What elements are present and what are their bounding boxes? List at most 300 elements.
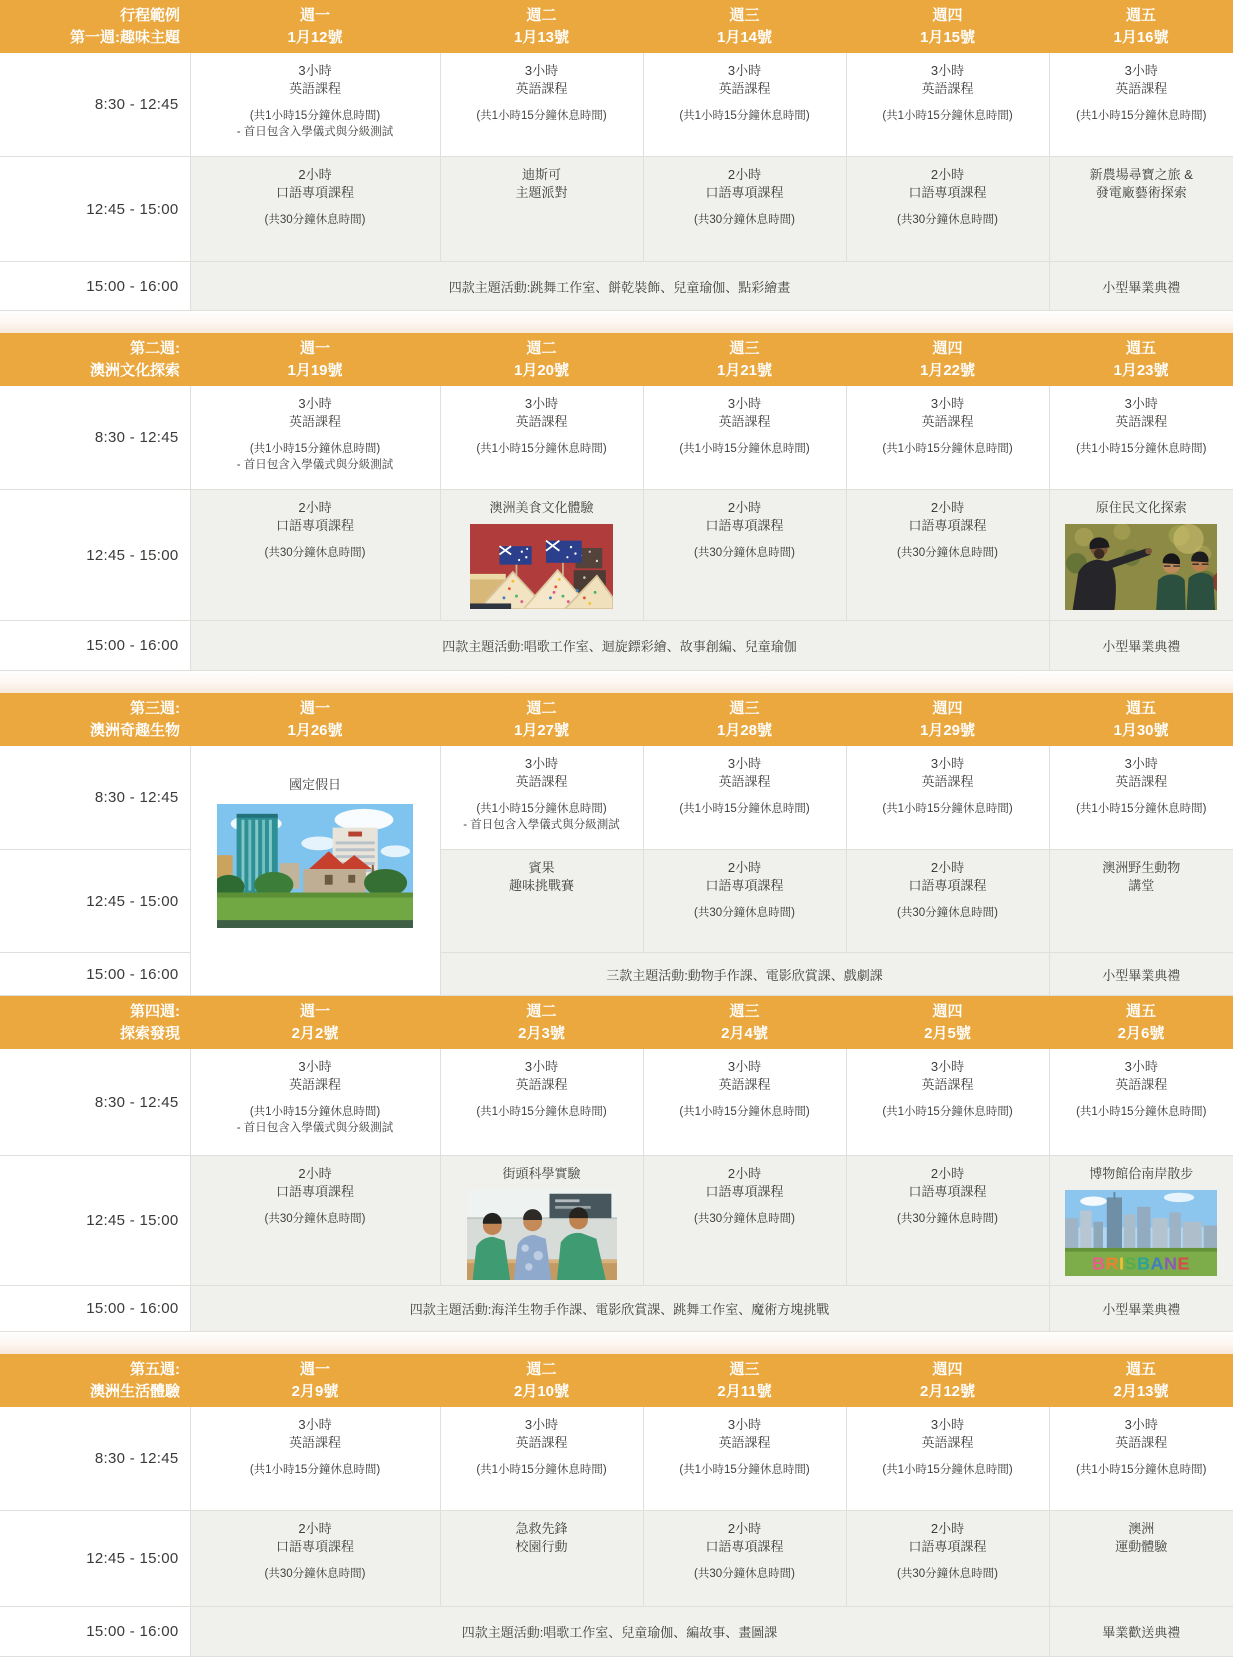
session-line: 2小時 [644, 166, 846, 184]
day-header [1049, 693, 1233, 746]
session-note: - 首日包含入學儀式與分級測試 [441, 818, 643, 834]
session-cell [1049, 746, 1233, 850]
themed-activities-cell: 四款主題活動:跳舞工作室、餅乾裝飾、兒童瑜伽、點彩繪畫 [190, 262, 1049, 311]
day-header [846, 0, 1049, 53]
session-line: 3小時 [644, 755, 846, 773]
late-activities-row [0, 621, 1233, 671]
session-line: 口語專項課程 [847, 184, 1049, 202]
day-header [440, 0, 643, 53]
session-note: (共1小時15分鐘休息時間) [191, 1105, 440, 1121]
session-cell [440, 386, 643, 490]
day-date: 2月11號 [643, 1381, 846, 1403]
session-note: (共1小時15分鐘休息時間) [441, 802, 643, 818]
session-line: 賓果 [441, 859, 643, 877]
week-schedule-table [0, 0, 1233, 311]
session-line: 英語課程 [644, 1434, 846, 1452]
session-line: 英語課程 [1050, 1076, 1233, 1094]
session-line: 講堂 [1050, 877, 1233, 895]
session-line: 原住民文化探索 [1050, 499, 1233, 517]
session-cell [846, 490, 1049, 621]
week-caption-line: 探索發現 [0, 1023, 180, 1045]
day-header [440, 1354, 643, 1407]
session-line: 3小時 [847, 1416, 1049, 1434]
day-header [190, 1354, 440, 1407]
time-slot-label: 15:00 - 16:00 [0, 1607, 190, 1657]
day-of-week: 週三 [643, 338, 846, 360]
day-of-week: 週二 [440, 1359, 643, 1381]
brisbane-holiday-image [217, 804, 413, 928]
session-cell [190, 157, 440, 262]
session-line: 新農場尋寶之旅 & [1050, 166, 1233, 184]
time-slot-label: 12:45 - 15:00 [0, 850, 190, 953]
session-cell [440, 850, 643, 953]
day-date: 2月9號 [190, 1381, 440, 1403]
day-of-week: 週一 [190, 1359, 440, 1381]
session-line: 英語課程 [441, 80, 643, 98]
time-slot-label: 12:45 - 15:00 [0, 1511, 190, 1607]
day-header [1049, 996, 1233, 1049]
day-date: 2月5號 [846, 1023, 1049, 1045]
session-cell [1049, 1156, 1233, 1286]
session-line: 英語課程 [191, 80, 440, 98]
week-caption-line: 澳洲生活體驗 [0, 1381, 180, 1403]
public-holiday-cell [190, 746, 440, 996]
friday-ceremony-cell: 小型畢業典禮 [1049, 621, 1233, 671]
day-date: 1月20號 [440, 360, 643, 382]
session-cell [1049, 386, 1233, 490]
session-line: 3小時 [441, 1416, 643, 1434]
session-note: (共30分鐘休息時間) [191, 1567, 440, 1583]
day-of-week: 週五 [1049, 698, 1233, 720]
time-slot-label: 15:00 - 16:00 [0, 262, 190, 311]
session-line: 英語課程 [441, 1076, 643, 1094]
session-line: 3小時 [847, 1058, 1049, 1076]
session-line: 2小時 [847, 1165, 1049, 1183]
session-line: 英語課程 [1050, 1434, 1233, 1452]
day-header [1049, 0, 1233, 53]
day-header [190, 996, 440, 1049]
session-line: 澳洲 [1050, 1520, 1233, 1538]
session-line: 2小時 [644, 499, 846, 517]
session-cell [1049, 1511, 1233, 1607]
week-separator [0, 311, 1233, 333]
session-line: 英語課程 [644, 773, 846, 791]
afternoon-row [0, 157, 1233, 262]
session-line: 英語課程 [847, 413, 1049, 431]
day-date: 1月13號 [440, 27, 643, 49]
day-date: 1月12號 [190, 27, 440, 49]
session-note: (共1小時15分鐘休息時間) [441, 1105, 643, 1121]
session-cell [440, 746, 643, 850]
day-header [1049, 1354, 1233, 1407]
session-note: (共1小時15分鐘休息時間) [644, 1463, 846, 1479]
week-schedule-table [0, 693, 1233, 996]
session-line: 3小時 [191, 395, 440, 413]
session-line: 3小時 [644, 62, 846, 80]
afternoon-row [0, 490, 1233, 621]
session-cell [1049, 1049, 1233, 1156]
session-line: 澳洲美食文化體驗 [441, 499, 643, 517]
day-header [190, 0, 440, 53]
friday-ceremony-cell: 小型畢業典禮 [1049, 1286, 1233, 1332]
fairy-bread-image [470, 524, 613, 609]
session-line: 2小時 [644, 859, 846, 877]
session-note: (共30分鐘休息時間) [644, 1212, 846, 1228]
session-cell [190, 1511, 440, 1607]
day-date: 1月14號 [643, 27, 846, 49]
session-cell [1049, 490, 1233, 621]
session-line: 英語課程 [191, 1076, 440, 1094]
session-note: (共1小時15分鐘休息時間) [1050, 802, 1233, 818]
week-caption-line: 澳洲奇趣生物 [0, 720, 180, 742]
day-date: 2月12號 [846, 1381, 1049, 1403]
session-note: (共1小時15分鐘休息時間) [847, 442, 1049, 458]
day-header [643, 693, 846, 746]
session-line: 3小時 [1050, 395, 1233, 413]
themed-activities-cell: 三款主題活動:動物手作課、電影欣賞課、戲劇課 [440, 953, 1049, 996]
time-slot-label: 15:00 - 16:00 [0, 953, 190, 996]
session-line: 英語課程 [441, 413, 643, 431]
day-date: 2月6號 [1049, 1023, 1233, 1045]
session-line: 3小時 [644, 395, 846, 413]
late-activities-row [0, 262, 1233, 311]
session-cell [643, 1049, 846, 1156]
session-line: 英語課程 [644, 1076, 846, 1094]
session-note: (共30分鐘休息時間) [847, 213, 1049, 229]
session-line: 英語課程 [847, 773, 1049, 791]
week-body [0, 53, 1233, 311]
week-header-row [0, 333, 1233, 386]
time-slot-label: 8:30 - 12:45 [0, 746, 190, 850]
session-note: (共1小時15分鐘休息時間) [847, 802, 1049, 818]
day-date: 1月30號 [1049, 720, 1233, 742]
session-line: 英語課程 [847, 80, 1049, 98]
session-line: 英語課程 [191, 1434, 440, 1452]
week-header [0, 0, 1233, 53]
day-date: 1月28號 [643, 720, 846, 742]
session-note: (共30分鐘休息時間) [847, 546, 1049, 562]
day-header [846, 1354, 1049, 1407]
day-header [1049, 333, 1233, 386]
day-date: 1月21號 [643, 360, 846, 382]
late-activities-row [0, 1607, 1233, 1657]
week-caption-line: 第二週: [0, 338, 180, 360]
session-line: 3小時 [1050, 1416, 1233, 1434]
session-note: (共30分鐘休息時間) [644, 906, 846, 922]
day-date: 1月27號 [440, 720, 643, 742]
session-cell [440, 157, 643, 262]
day-date: 2月10號 [440, 1381, 643, 1403]
morning-row [0, 1049, 1233, 1156]
day-of-week: 週五 [1049, 1359, 1233, 1381]
session-line: 2小時 [191, 166, 440, 184]
day-of-week: 週一 [190, 1001, 440, 1023]
day-header [643, 0, 846, 53]
week-separator [0, 671, 1233, 693]
session-cell [846, 157, 1049, 262]
day-header [643, 996, 846, 1049]
session-line: 英語課程 [1050, 413, 1233, 431]
session-note: (共30分鐘休息時間) [847, 1567, 1049, 1583]
afternoon-row [0, 850, 1233, 953]
session-note: (共1小時15分鐘休息時間) [1050, 109, 1233, 125]
week-header-row [0, 996, 1233, 1049]
session-cell [440, 1049, 643, 1156]
morning-row [0, 53, 1233, 157]
time-slot-label: 12:45 - 15:00 [0, 490, 190, 621]
day-header [440, 693, 643, 746]
session-cell [643, 746, 846, 850]
week-caption-line: 澳洲文化探索 [0, 360, 180, 382]
session-line: 3小時 [1050, 755, 1233, 773]
week-body [0, 386, 1233, 671]
session-line: 口語專項課程 [191, 1538, 440, 1556]
day-header [643, 1354, 846, 1407]
session-note: (共1小時15分鐘休息時間) [847, 109, 1049, 125]
session-cell [440, 53, 643, 157]
session-line: 口語專項課程 [847, 1538, 1049, 1556]
session-line: 英語課程 [644, 413, 846, 431]
time-slot-label: 15:00 - 16:00 [0, 621, 190, 671]
session-note: - 首日包含入學儀式與分級測試 [191, 458, 440, 474]
week-caption [0, 0, 190, 53]
time-slot-label: 15:00 - 16:00 [0, 1286, 190, 1332]
time-slot-label: 8:30 - 12:45 [0, 386, 190, 490]
week-header [0, 333, 1233, 386]
svg-text:BRISBANE: BRISBANE [1092, 1254, 1190, 1274]
session-line: 英語課程 [1050, 80, 1233, 98]
afternoon-row [0, 1156, 1233, 1286]
week-separator [0, 1332, 1233, 1354]
brisbane-sign-image [1065, 1190, 1217, 1276]
session-line: 英語課程 [644, 80, 846, 98]
day-of-week: 週三 [643, 1359, 846, 1381]
session-line: 3小時 [1050, 62, 1233, 80]
street-science-image [467, 1190, 617, 1280]
session-line: 3小時 [644, 1416, 846, 1434]
session-note: (共1小時15分鐘休息時間) [441, 109, 643, 125]
session-cell [190, 53, 440, 157]
session-line: 2小時 [847, 166, 1049, 184]
day-of-week: 週五 [1049, 5, 1233, 27]
session-note: (共1小時15分鐘休息時間) [644, 442, 846, 458]
time-slot-label: 8:30 - 12:45 [0, 53, 190, 157]
session-line: 發電廠藝術探索 [1050, 184, 1233, 202]
day-header [190, 693, 440, 746]
session-cell [190, 1156, 440, 1286]
week-schedule-table [0, 333, 1233, 671]
time-slot-label: 8:30 - 12:45 [0, 1049, 190, 1156]
session-line: 迪斯可 [441, 166, 643, 184]
session-note: (共1小時15分鐘休息時間) [191, 109, 440, 125]
session-line: 校園行動 [441, 1538, 643, 1556]
session-line: 口語專項課程 [847, 1183, 1049, 1201]
session-note: (共30分鐘休息時間) [191, 546, 440, 562]
session-line: 口語專項課程 [847, 517, 1049, 535]
day-of-week: 週四 [846, 5, 1049, 27]
late-activities-row [0, 1286, 1233, 1332]
session-line: 急救先鋒 [441, 1520, 643, 1538]
session-line: 2小時 [644, 1520, 846, 1538]
week-header [0, 1354, 1233, 1407]
week-2-schedule [0, 333, 1233, 671]
week-body [0, 1407, 1233, 1657]
session-line: 口語專項課程 [191, 517, 440, 535]
session-line: 口語專項課程 [644, 517, 846, 535]
week-header-row [0, 0, 1233, 53]
session-line: 口語專項課程 [644, 1183, 846, 1201]
week-caption-line: 第四週: [0, 1001, 180, 1023]
morning-row [0, 746, 1233, 850]
session-cell [190, 490, 440, 621]
day-date: 1月19號 [190, 360, 440, 382]
session-note: (共1小時15分鐘休息時間) [644, 1105, 846, 1121]
session-line: 澳洲野生動物 [1050, 859, 1233, 877]
week-caption [0, 1354, 190, 1407]
session-line: 口語專項課程 [847, 877, 1049, 895]
session-line: 3小時 [441, 755, 643, 773]
session-cell [190, 386, 440, 490]
afternoon-row [0, 1511, 1233, 1607]
day-header [440, 996, 643, 1049]
session-cell [1049, 157, 1233, 262]
day-of-week: 週四 [846, 338, 1049, 360]
session-line: 口語專項課程 [191, 1183, 440, 1201]
week-header [0, 996, 1233, 1049]
themed-activities-cell: 四款主題活動:海洋生物手作課、電影欣賞課、跳舞工作室、魔術方塊挑戰 [190, 1286, 1049, 1332]
session-note: (共1小時15分鐘休息時間) [644, 109, 846, 125]
session-line: 3小時 [847, 395, 1049, 413]
week-body [0, 1049, 1233, 1332]
session-note: (共30分鐘休息時間) [191, 1212, 440, 1228]
session-note: (共30分鐘休息時間) [644, 546, 846, 562]
session-line: 3小時 [191, 1416, 440, 1434]
session-cell [643, 490, 846, 621]
session-cell [643, 386, 846, 490]
session-line: 3小時 [441, 395, 643, 413]
week-header [0, 693, 1233, 746]
day-of-week: 週四 [846, 1359, 1049, 1381]
session-line: 口語專項課程 [644, 1538, 846, 1556]
day-date: 1月15號 [846, 27, 1049, 49]
session-line: 3小時 [847, 62, 1049, 80]
session-note: (共1小時15分鐘休息時間) [191, 1463, 440, 1479]
time-slot-label: 12:45 - 15:00 [0, 157, 190, 262]
session-note: (共30分鐘休息時間) [847, 906, 1049, 922]
session-cell [846, 1156, 1049, 1286]
session-note: (共1小時15分鐘休息時間) [441, 442, 643, 458]
session-line: 2小時 [847, 1520, 1049, 1538]
week-schedule-table [0, 996, 1233, 1332]
day-date: 1月23號 [1049, 360, 1233, 382]
session-line: 口語專項課程 [644, 877, 846, 895]
week-caption [0, 996, 190, 1049]
session-cell [846, 850, 1049, 953]
session-cell [643, 1511, 846, 1607]
day-date: 1月29號 [846, 720, 1049, 742]
session-line: 3小時 [191, 62, 440, 80]
session-cell [643, 1156, 846, 1286]
session-note: (共1小時15分鐘休息時間) [191, 442, 440, 458]
late-activities-row [0, 953, 1233, 996]
day-date: 1月26號 [190, 720, 440, 742]
week-caption-line: 第五週: [0, 1359, 180, 1381]
day-date: 2月2號 [190, 1023, 440, 1045]
day-header [846, 693, 1049, 746]
session-line: 主題派對 [441, 184, 643, 202]
session-cell [643, 850, 846, 953]
session-note: (共1小時15分鐘休息時間) [1050, 1463, 1233, 1479]
day-of-week: 週一 [190, 338, 440, 360]
session-line: 博物館佮南岸散步 [1050, 1165, 1233, 1183]
session-line: 2小時 [191, 1165, 440, 1183]
day-date: 2月13號 [1049, 1381, 1233, 1403]
day-of-week: 週二 [440, 698, 643, 720]
session-line: 3小時 [1050, 1058, 1233, 1076]
day-header [846, 996, 1049, 1049]
session-line: 運動體驗 [1050, 1538, 1233, 1556]
session-line: 3小時 [847, 755, 1049, 773]
morning-row [0, 386, 1233, 490]
session-line: 英語課程 [847, 1434, 1049, 1452]
week-header-row [0, 693, 1233, 746]
session-note: - 首日包含入學儀式與分級測試 [191, 1121, 440, 1137]
week-caption-line: 第一週:趣味主題 [0, 27, 180, 49]
session-cell [643, 53, 846, 157]
week-1-schedule [0, 0, 1233, 311]
session-note: (共1小時15分鐘休息時間) [847, 1105, 1049, 1121]
day-of-week: 週三 [643, 698, 846, 720]
session-line: 英語課程 [191, 413, 440, 431]
friday-ceremony-cell: 小型畢業典禮 [1049, 262, 1233, 311]
session-line: 3小時 [441, 62, 643, 80]
session-cell [440, 490, 643, 621]
session-note: (共30分鐘休息時間) [644, 213, 846, 229]
week-5-schedule [0, 1354, 1233, 1657]
indigenous-culture-image [1065, 524, 1217, 610]
day-of-week: 週三 [643, 5, 846, 27]
session-note: (共1小時15分鐘休息時間) [441, 1463, 643, 1479]
day-header [846, 333, 1049, 386]
session-line: 口語專項課程 [191, 184, 440, 202]
session-note: (共30分鐘休息時間) [191, 213, 440, 229]
day-date: 1月22號 [846, 360, 1049, 382]
week-caption-line: 行程範例 [0, 5, 180, 27]
session-line: 英語課程 [441, 1434, 643, 1452]
day-of-week: 週二 [440, 338, 643, 360]
session-line: 2小時 [847, 859, 1049, 877]
public-holiday-label: 國定假日 [191, 776, 440, 794]
session-cell [846, 1511, 1049, 1607]
time-slot-label: 12:45 - 15:00 [0, 1156, 190, 1286]
week-caption [0, 333, 190, 386]
session-note: - 首日包含入學儀式與分級測試 [191, 125, 440, 141]
session-line: 3小時 [191, 1058, 440, 1076]
session-line: 英語課程 [847, 1076, 1049, 1094]
session-line: 3小時 [441, 1058, 643, 1076]
day-of-week: 週三 [643, 1001, 846, 1023]
day-of-week: 週五 [1049, 1001, 1233, 1023]
day-of-week: 週一 [190, 698, 440, 720]
day-of-week: 週二 [440, 1001, 643, 1023]
session-note: (共1小時15分鐘休息時間) [644, 802, 846, 818]
day-of-week: 週五 [1049, 338, 1233, 360]
themed-activities-cell: 四款主題活動:唱歌工作室、兒童瑜伽、編故事、畫圖課 [190, 1607, 1049, 1657]
session-line: 2小時 [847, 499, 1049, 517]
week-header-row [0, 1354, 1233, 1407]
session-line: 2小時 [191, 499, 440, 517]
week-caption [0, 693, 190, 746]
